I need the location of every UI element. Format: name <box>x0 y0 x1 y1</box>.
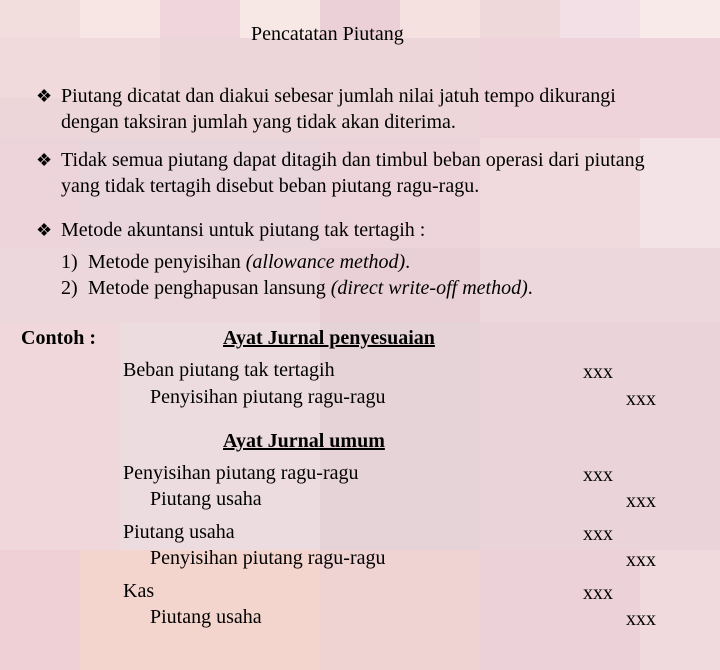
adjusting-entry-heading: Ayat Jurnal penyesuaian <box>223 327 435 349</box>
method-1 <box>61 250 411 274</box>
adjusting-debit-amount: xxx <box>583 361 613 383</box>
general-entry-2-credit-account: Penyisihan piutang ragu-ragu <box>150 547 386 569</box>
general-entry-2-credit-amount: xxx <box>626 549 656 571</box>
general-entry-3-credit-amount: xxx <box>626 608 656 630</box>
method-2-number: 2) <box>61 277 78 299</box>
page-title: Pencatatan Piutang <box>251 23 404 45</box>
bullet-1-line-2: dengan taksiran jumlah yang tidak akan diterima. <box>61 111 456 133</box>
general-entry-2-debit-amount: xxx <box>583 523 613 545</box>
general-entry-2-debit-account: Piutang usaha <box>123 521 235 543</box>
method-2-text: Metode penghapusan lansung (direct write-off method). <box>88 277 533 299</box>
bullet-2-line-2: yang tidak tertagih disebut beban piutang ragu-ragu. <box>61 175 480 197</box>
diamond-bullet-icon: ❖ <box>36 220 53 240</box>
diamond-bullet-icon: ❖ <box>36 150 53 170</box>
diamond-bullet-icon: ❖ <box>36 86 53 106</box>
method-1-number: 1) <box>61 251 78 273</box>
general-entry-heading: Ayat Jurnal umum <box>223 430 385 452</box>
bullet-2-line-1: Tidak semua piutang dapat ditagih dan timbul beban operasi dari piutang <box>61 149 645 171</box>
example-label: Contoh : <box>21 327 97 349</box>
adjusting-credit-account: Penyisihan piutang ragu-ragu <box>150 386 386 408</box>
bullet-3-line-1: Metode akuntansi untuk piutang tak tertagih : <box>61 219 426 241</box>
general-entry-1-debit-amount: xxx <box>583 464 613 486</box>
general-entry-3-credit-account: Piutang usaha <box>150 606 262 628</box>
method-2 <box>61 276 533 300</box>
general-entry-3-debit-amount: xxx <box>583 582 613 604</box>
general-entry-3-debit-account: Kas <box>123 580 155 602</box>
adjusting-debit-account: Beban piutang tak tertagih <box>123 359 335 381</box>
general-entry-1-credit-account: Piutang usaha <box>150 488 262 510</box>
method-1-text: Metode penyisihan (allowance method). <box>88 251 411 273</box>
bullet-1-line-1: Piutang dicatat dan diakui sebesar jumlah nilai jatuh tempo dikurangi <box>61 85 616 107</box>
general-entry-1-debit-account: Penyisihan piutang ragu-ragu <box>123 462 359 484</box>
general-entry-1-credit-amount: xxx <box>626 490 656 512</box>
adjusting-credit-amount: xxx <box>626 388 656 410</box>
